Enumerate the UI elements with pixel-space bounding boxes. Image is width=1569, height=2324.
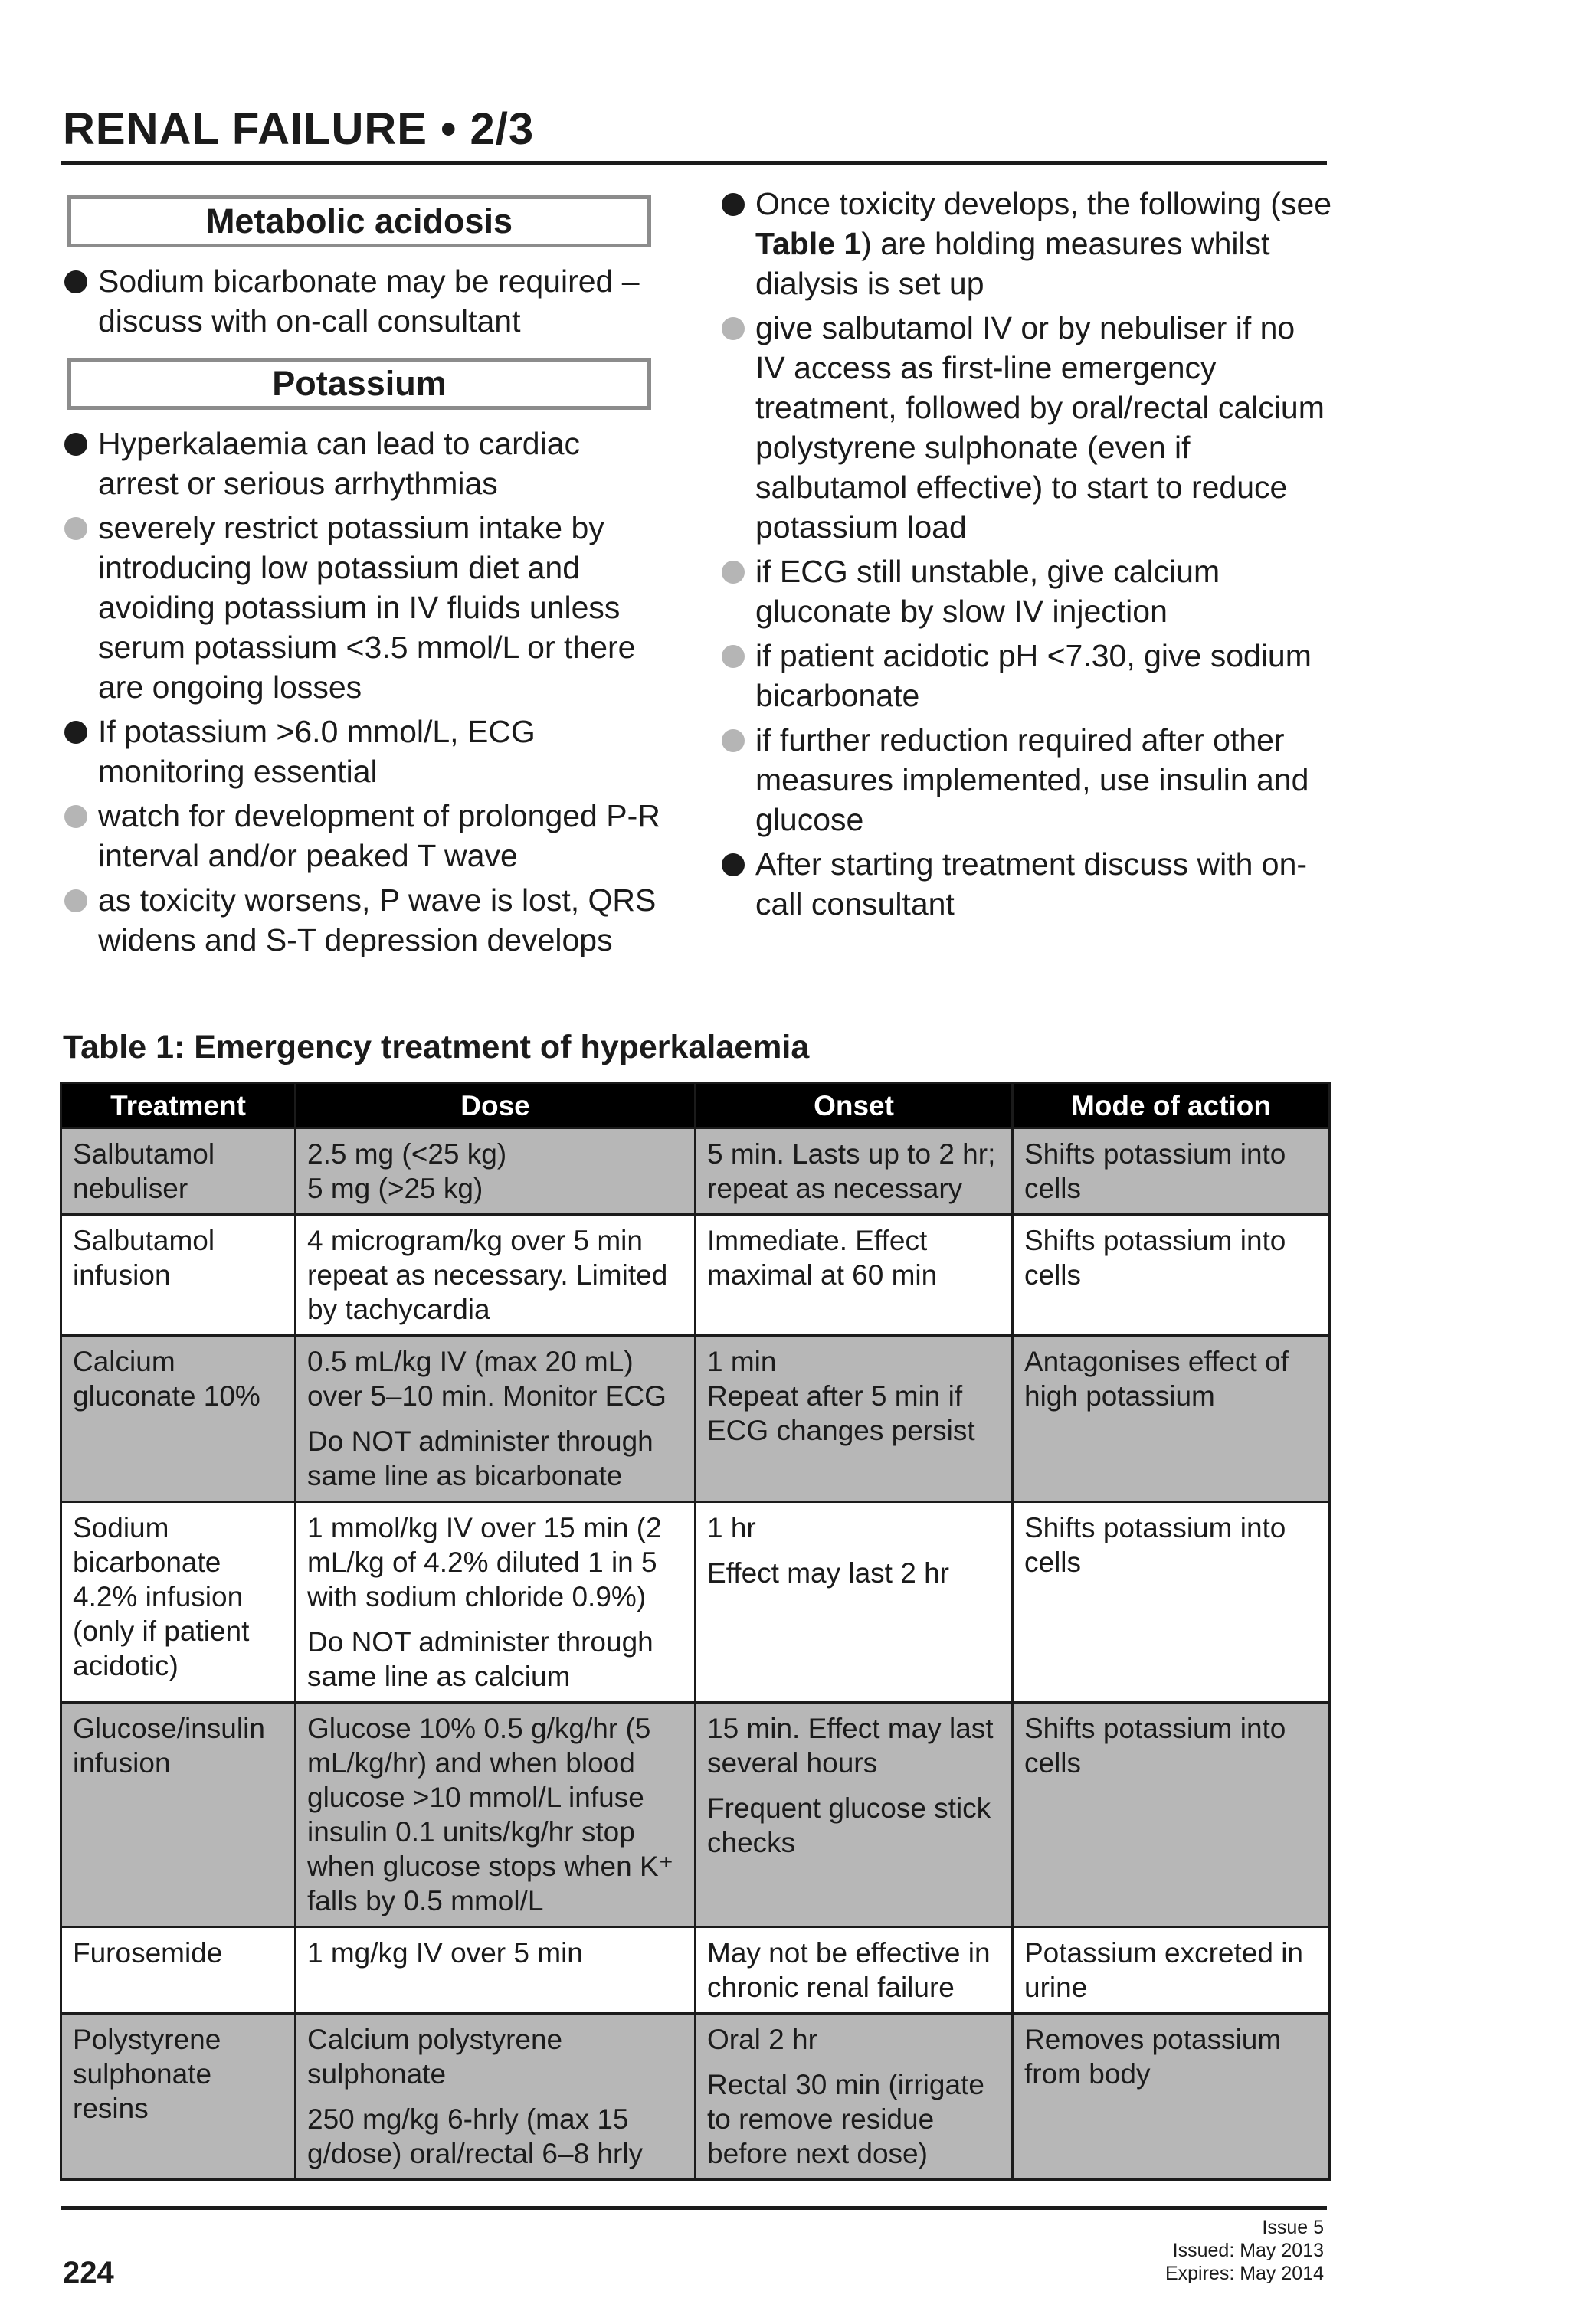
cell-mode: Shifts potassium into cells xyxy=(1013,1502,1330,1703)
cell-paragraph: 5 min. Lasts up to 2 hr; repeat as necessary xyxy=(707,1138,996,1204)
list-item xyxy=(63,508,668,707)
cell-dose xyxy=(296,2014,696,2180)
list-item xyxy=(720,844,1333,924)
bullet-text: if ECG still unstable, give calcium gluconate by slow IV injection xyxy=(755,554,1220,629)
cell-treatment: Calcium gluconate 10% xyxy=(61,1336,296,1502)
cell-onset xyxy=(696,1336,1013,1502)
bullet-dot-icon xyxy=(64,270,87,293)
list-item xyxy=(63,424,668,503)
bullet-text: After starting treatment discuss with on-call consultant xyxy=(755,846,1308,921)
table-row xyxy=(61,1215,1330,1336)
bullet-text: watch for development of prolonged P-R interval and/or peaked T wave xyxy=(98,798,660,873)
cell-onset xyxy=(696,1703,1013,1927)
cell-mode: Removes potassium from body xyxy=(1013,2014,1330,2180)
cell-paragraph: Immediate. Effect maximal at 60 min xyxy=(707,1225,938,1291)
cell-paragraph: 0.5 mL/kg IV (max 20 mL) over 5–10 min. Monitor ECG xyxy=(307,1346,667,1412)
cell-paragraph: Effect may last 2 hr xyxy=(707,1557,949,1589)
list-item xyxy=(63,796,668,876)
metabolic-acidosis-list xyxy=(63,261,668,341)
bullet-dot-icon xyxy=(722,645,745,668)
bullet-dot-icon xyxy=(64,517,87,540)
table-title: Table 1: Emergency treatment of hyperkalaemia xyxy=(63,1029,810,1065)
table-row xyxy=(61,1502,1330,1703)
column-header-treatment: Treatment xyxy=(61,1083,296,1128)
table-row xyxy=(61,1703,1330,1927)
cell-paragraph: Do NOT administer through same line as bicarbonate xyxy=(307,1425,653,1491)
cell-paragraph: Oral 2 hr xyxy=(707,2024,817,2055)
bullet-dot-icon xyxy=(722,561,745,584)
cell-paragraph: May not be effective in chronic renal failure xyxy=(707,1937,991,2003)
cell-dose xyxy=(296,1927,696,2014)
list-item xyxy=(63,712,668,791)
cell-dose xyxy=(296,1128,696,1215)
cell-treatment: Salbutamol infusion xyxy=(61,1215,296,1336)
bullet-text: Hyperkalaemia can lead to cardiac arrest or serious arrhythmias xyxy=(98,426,580,501)
cell-paragraph: 15 min. Effect may last several hours xyxy=(707,1713,994,1779)
bullet-dot-icon xyxy=(722,193,745,216)
column-header-mode: Mode of action xyxy=(1013,1083,1330,1128)
bullet-dot-icon xyxy=(64,889,87,912)
table-row xyxy=(61,2014,1330,2180)
cell-mode: Potassium excreted in urine xyxy=(1013,1927,1330,2014)
page-number: 224 xyxy=(63,2256,114,2290)
bullet-dot-icon xyxy=(64,805,87,828)
cell-mode: Shifts potassium into cells xyxy=(1013,1128,1330,1215)
cell-treatment: Salbutamol nebuliser xyxy=(61,1128,296,1215)
cell-paragraph: Rectal 30 min (irrigate to remove residue before next dose) xyxy=(707,2069,984,2169)
cell-treatment: Furosemide xyxy=(61,1927,296,2014)
list-item xyxy=(720,184,1333,303)
list-item xyxy=(720,552,1333,631)
list-item xyxy=(63,880,668,960)
bullet-text-before: Once toxicity develops, the following (see xyxy=(755,186,1332,221)
bullet-dot-icon xyxy=(64,721,87,744)
table-row xyxy=(61,1336,1330,1502)
column-header-dose: Dose xyxy=(296,1083,696,1128)
table-row xyxy=(61,1128,1330,1215)
cell-paragraph: 4 microgram/kg over 5 min repeat as necessary. Limited by tachycardia xyxy=(307,1225,668,1325)
bullet-dot-icon xyxy=(722,729,745,752)
table-header-row xyxy=(61,1083,1330,1128)
cell-treatment: Sodium bicarbonate 4.2% infusion (only if patient acidotic) xyxy=(61,1502,296,1703)
cell-onset xyxy=(696,2014,1013,2180)
cell-paragraph: 1 min Repeat after 5 min if ECG changes persist xyxy=(707,1346,975,1446)
cell-paragraph: Calcium polystyrene sulphonate xyxy=(307,2024,563,2090)
cell-mode: Shifts potassium into cells xyxy=(1013,1703,1330,1927)
bullet-text-after: ) are holding measures whilst dialysis is set up xyxy=(755,226,1270,301)
potassium-list xyxy=(63,424,668,960)
cell-onset xyxy=(696,1215,1013,1336)
table-row xyxy=(61,1927,1330,2014)
section-heading-metabolic-acidosis: Metabolic acidosis xyxy=(67,195,651,247)
left-column xyxy=(63,195,668,964)
cell-paragraph: Glucose 10% 0.5 g/kg/hr (5 mL/kg/hr) and when blood glucose >10 mmol/L infuse insulin 0.1 units/kg/hr stop when glucose stops when K⁺ falls by 0.5 mmol/L xyxy=(307,1713,674,1916)
cell-paragraph: Do NOT administer through same line as calcium xyxy=(307,1626,653,1692)
cell-paragraph: 1 hr xyxy=(707,1512,756,1543)
cell-paragraph: 1 mg/kg IV over 5 min xyxy=(307,1937,583,1969)
bullet-dot-icon xyxy=(64,433,87,456)
bullet-text: if further reduction required after other measures implemented, use insulin and glucose xyxy=(755,722,1309,837)
cell-mode: Antagonises effect of high potassium xyxy=(1013,1336,1330,1502)
cell-mode: Shifts potassium into cells xyxy=(1013,1215,1330,1336)
list-item xyxy=(720,720,1333,840)
bullet-text: give salbutamol IV or by nebuliser if no IV access as first-line emergency treatment, followed by oral/rectal calcium polystyrene sulphonate (even if salbutamol effective) to start to reduce potassium load xyxy=(755,310,1325,545)
cell-treatment: Glucose/insulin infusion xyxy=(61,1703,296,1927)
cell-dose xyxy=(296,1336,696,1502)
cell-onset xyxy=(696,1927,1013,2014)
bullet-text: Sodium bicarbonate may be required – discuss with on-call consultant xyxy=(98,263,640,339)
bullet-dot-icon xyxy=(722,853,745,876)
list-item xyxy=(63,261,668,341)
bullet-text: if patient acidotic pH <7.30, give sodium bicarbonate xyxy=(755,638,1312,713)
right-column xyxy=(720,184,1333,928)
list-item xyxy=(720,636,1333,715)
cell-onset xyxy=(696,1502,1013,1703)
page-title: RENAL FAILURE • 2/3 xyxy=(63,104,535,154)
cell-paragraph: 2.5 mg (<25 kg) 5 mg (>25 kg) xyxy=(307,1138,507,1204)
column-header-onset: Onset xyxy=(696,1083,1013,1128)
footer-rule xyxy=(61,2206,1327,2210)
bullet-text: If potassium >6.0 mmol/L, ECG monitoring essential xyxy=(98,714,536,789)
issue-number: Issue 5 xyxy=(1262,2217,1324,2238)
cell-dose xyxy=(296,1703,696,1927)
bullet-dot-icon xyxy=(722,317,745,340)
holding-measures-list xyxy=(720,184,1333,924)
bullet-text: severely restrict potassium intake by introducing low potassium diet and avoiding potassium in IV fluids unless serum potassium <3.5 mmol/L or there are ongoing losses xyxy=(98,510,636,705)
cell-dose xyxy=(296,1502,696,1703)
treatment-table xyxy=(60,1082,1331,2181)
cell-dose xyxy=(296,1215,696,1336)
table-reference: Table 1 xyxy=(755,226,862,261)
list-item xyxy=(720,308,1333,547)
cell-treatment: Polystyrene sulphonate resins xyxy=(61,2014,296,2180)
cell-paragraph: Frequent glucose stick checks xyxy=(707,1792,991,1858)
expires-date: Expires: May 2014 xyxy=(1164,2263,1324,2284)
section-heading-potassium: Potassium xyxy=(67,358,651,410)
issued-date: Issued: May 2013 xyxy=(1172,2240,1324,2261)
issue-info xyxy=(1165,2216,1324,2285)
cell-paragraph: 250 mg/kg 6-hrly (max 15 g/dose) oral/rectal 6–8 hrly xyxy=(307,2103,644,2169)
cell-onset xyxy=(696,1128,1013,1215)
cell-paragraph: 1 mmol/kg IV over 15 min (2 mL/kg of 4.2% diluted 1 in 5 with sodium chloride 0.9%) xyxy=(307,1512,662,1612)
title-rule xyxy=(61,161,1327,165)
bullet-text: as toxicity worsens, P wave is lost, QRS widens and S-T depression develops xyxy=(98,882,657,957)
